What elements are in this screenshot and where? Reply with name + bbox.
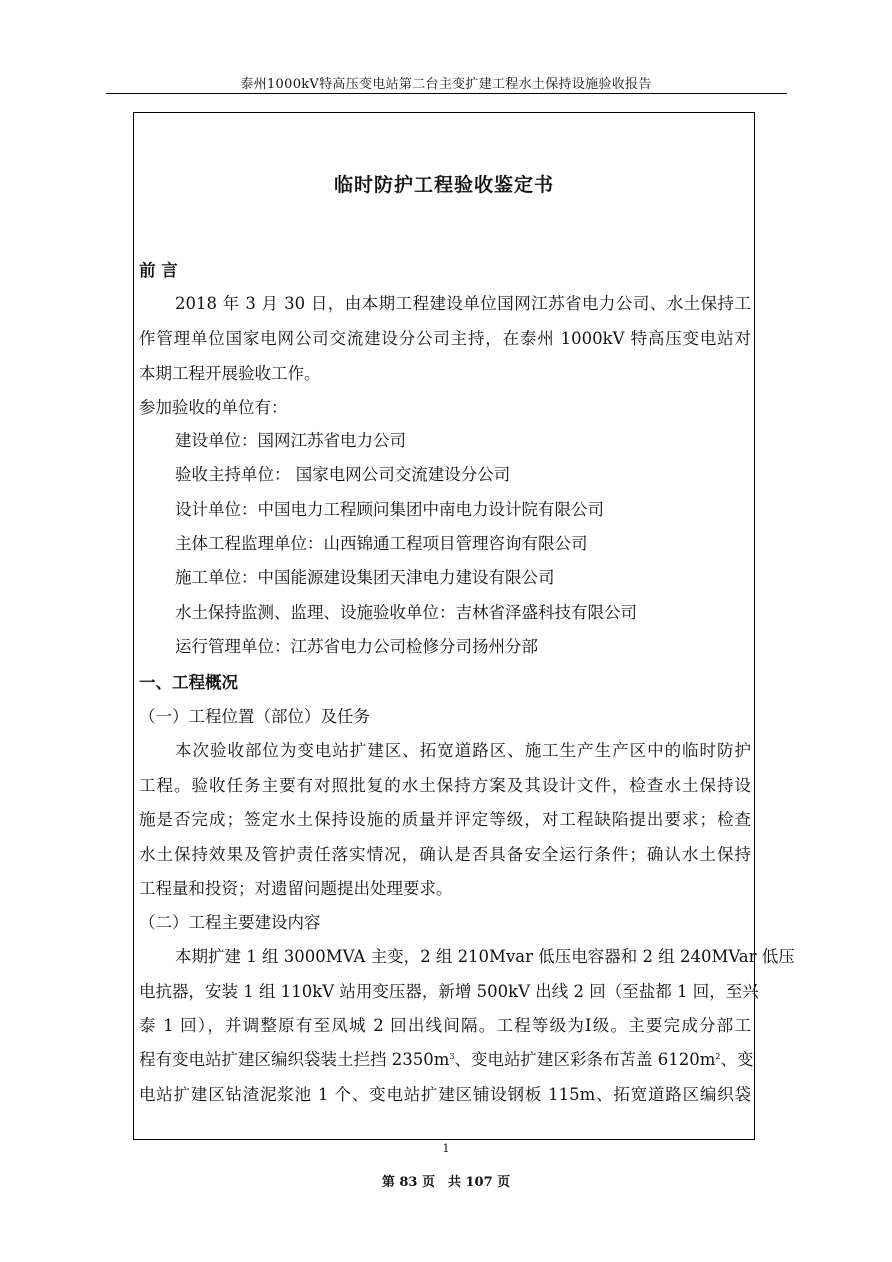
section-1-heading: 一、工程概况 [139,673,238,692]
sub2-line-3: 泰 1 回），并调整原有至凤城 2 回出线间隔。工程等级为Ⅰ级。主要完成分部工 [139,1016,751,1035]
unit-monitoring: 水土保持监测、监理、设施验收单位：吉林省泽盛科技有限公司 [175,603,637,622]
foreword-line-1: 2018 年 3 月 30 日，由本期工程建设单位国网江苏省电力公司、水土保持工 [175,294,751,313]
report-header: 泰州1000kV特高压变电站第二台主变扩建工程水土保持设施验收报告 [240,77,652,92]
unit-operation: 运行管理单位：江苏省电力公司检修分司扬州分部 [175,637,538,656]
sub2-line-4-part-a: 程有变电站扩建区编织袋装土拦挡 2350m [139,1050,450,1069]
cubic-superscript: 3 [449,1052,455,1061]
sub1-line-4: 水土保持效果及管护责任落实情况，确认是否具备安全运行条件；确认水土保持 [139,845,751,864]
sub2-line-5: 电站扩建区钻渣泥浆池 1 个、变电站扩建区铺设钢板 115m、拓宽道路区编织袋 [139,1085,751,1104]
sub1-line-1: 本次验收部位为变电站扩建区、拓宽道路区、施工生产生产区中的临时防护 [175,741,751,760]
page-footer: 第 83 页 共 107 页 [381,1175,511,1190]
unit-design: 设计单位：中国电力工程顾问集团中南电力设计院有限公司 [175,500,604,519]
sub2-line-4 [139,1050,754,1070]
header-rule [106,93,787,94]
foreword-heading: 前 言 [139,261,178,280]
sub1-line-5: 工程量和投资；对遗留问题提出处理要求。 [139,879,453,898]
sub2-line-4-part-b: 、变电站扩建区彩条布苫盖 6120m [454,1050,716,1069]
unit-construction: 施工单位：中国能源建设集团天津电力建设有限公司 [175,568,555,587]
square-superscript: 2 [715,1052,721,1061]
subsection-1-heading: （一）工程位置（部位）及任务 [139,707,370,726]
sub2-line-2: 电抗器，安装 1 组 110kV 站用变压器，新增 500kV 出线 2 回（至盐都 1 回，至兴 [139,982,759,1001]
document-title: 临时防护工程验收鉴定书 [333,174,554,196]
sub2-line-1: 本期扩建 1 组 3000MVA 主变，2 组 210Mvar 低压电容器和 2 组 240MVar 低压 [175,947,795,966]
foreword-line-2: 作管理单位国家电网公司交流建设分公司主持，在泰州 1000kV 特高压变电站对 [139,329,751,348]
sub2-line-4-part-c: 、变 [720,1050,754,1069]
unit-builder: 建设单位：国网江苏省电力公司 [175,431,406,450]
sub1-line-2: 工程。验收任务主要有对照批复的水土保持方案及其设计文件，检查水土保持设 [139,776,751,795]
foreword-line-3: 本期工程开展验收工作。 [139,364,321,383]
units-intro: 参加验收的单位有： [139,398,288,417]
sub1-line-3: 施是否完成；签定水土保持设施的质量并评定等级，对工程缺陷提出要求；检查 [139,810,751,829]
unit-supervision: 主体工程监理单位：山西锦通工程项目管理咨询有限公司 [175,534,588,553]
unit-host: 验收主持单位： 国家电网公司交流建设分公司 [175,465,511,484]
subsection-2-heading: （二）工程主要建设内容 [139,913,321,932]
page-number: 1 [442,1142,450,1155]
